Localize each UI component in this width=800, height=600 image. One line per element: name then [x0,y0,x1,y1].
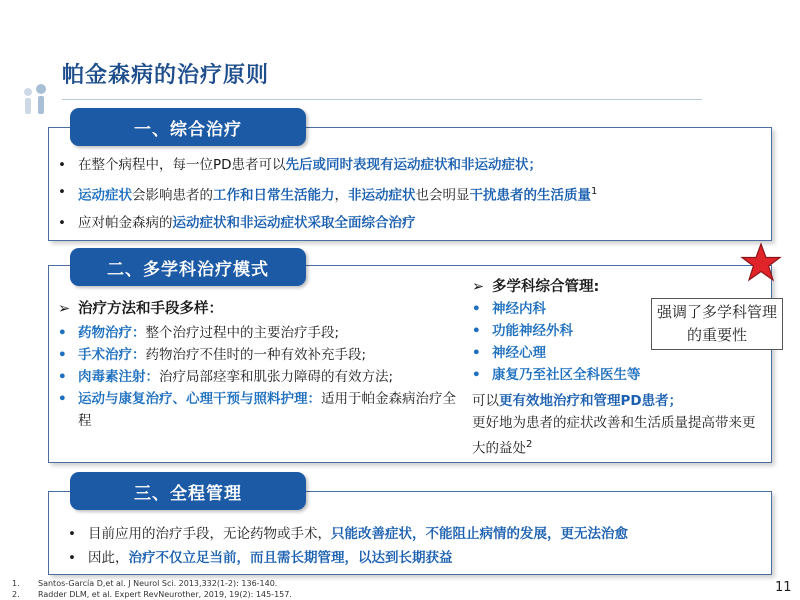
treatment-desc: 药物治疗不佳时的一种有效补充手段; [145,347,367,363]
bullet-icon: • [472,367,481,383]
section2-left [58,298,463,432]
department-item [472,364,762,386]
treatment-item-text [78,388,463,432]
list-item [68,524,758,544]
right-heading: 多学科综合管理 [492,279,594,295]
department-label: 神经心理 [492,345,546,361]
section1-list [58,155,758,240]
text-run: 会影响患者的 [132,187,213,204]
reference-text: Santos-García D,et al. J Neurol Sci. 2013,332(1-2): 136-140. [38,579,278,588]
list-item-text [88,548,453,568]
logo-icon [22,84,58,114]
management-benefit-1: 可以更有效地治疗和管理PD患者； [472,393,683,409]
treatment-label: 肉毒素注射： [78,369,159,385]
list-item-text [88,524,628,544]
section-heading-1: 一、综合治疗 [70,108,306,146]
left-heading: 治疗方法和手段多样： [78,301,223,317]
list-item-text [78,213,416,233]
text-run: 先后或同时表现有运动症状和非运动症状； [285,157,543,173]
text-run: 应对帕金森病的 [78,214,173,231]
text-run: 运动症状和非运动症状采取全面综合治疗 [172,214,416,231]
references [12,578,292,600]
text-run: 运动症状 [78,187,132,204]
bullet-icon: • [58,391,67,407]
management-benefit-2: 更好地为患者的症状改善和生活质量提高带来更大的益处$^2$ [472,415,756,457]
reference-number: 2. [12,590,20,599]
reference-text: Radder DLM, et al. Expert RevNeurother, 2019, 19(2): 145-157. [38,590,292,599]
text-run: ， [334,187,348,204]
treatment-methods-list [58,322,463,432]
text-run: 1 [591,186,598,197]
text-run: 因此， [88,550,129,566]
treatment-label: 药物治疗： [78,325,146,341]
text-run: 非运动症状 [348,187,416,204]
treatment-item [58,322,463,344]
list-item-text [78,155,542,175]
page-number: 11 [775,580,792,595]
right-heading-colon: : [593,279,600,295]
treatment-desc: 适用于帕金森病治疗全程 [78,391,456,429]
text-run: 在整个病程中，每一位PD患者可以 [78,157,286,173]
list-item [68,548,758,568]
section-heading-2: 二、多学科治疗模式 [70,248,306,286]
title-divider [62,99,702,100]
reference-item [12,589,292,600]
arrow-bullet-icon: ➢ [58,301,71,317]
bullet-icon: • [68,550,76,566]
bullet-icon: • [58,325,67,341]
text-run: 也会明显 [415,187,470,204]
reference-number: 1. [12,579,20,588]
list-item-text [78,182,597,206]
bullet-icon: • [58,214,66,231]
reference-item [12,578,292,589]
page-title: 帕金森病的治疗原则 [62,63,270,88]
treatment-desc: 治疗局部痉挛和肌张力障碍的有效方法; [159,369,394,385]
text-run: 治疗不仅立足当前，而且需长期管理，以达到长期获益 [128,550,453,566]
treatment-desc: 整个治疗过程中的主要治疗手段; [145,325,340,341]
bullet-icon: • [58,184,66,200]
text-run: 干扰患者的生活质量 [469,187,591,204]
bullet-icon: • [68,526,76,542]
section-heading-3: 三、全程管理 [70,472,306,510]
bullet-icon: • [58,369,67,385]
department-label: 康复乃至社区全科医生等 [492,367,641,383]
department-label: 功能神经外科 [492,323,573,339]
bullet-icon: • [58,347,67,363]
text-run: 工作和日常生活能力 [213,187,335,204]
treatment-item-text [78,344,366,366]
bullet-icon: • [472,345,481,361]
treatment-item [58,388,463,432]
treatment-item-text [78,366,393,388]
bullet-icon: • [58,157,66,173]
treatment-label: 手术治疗： [78,347,146,363]
treatment-item [58,366,463,388]
callout-note: 强调了多学科管理的重要性 [651,298,783,350]
department-label: 神经内科 [492,301,546,317]
list-item [58,213,758,233]
text-run: 只能改善症状，不能阻止病情的发展，更无法治愈 [331,526,628,542]
text-run: 目前应用的治疗手段，无论药物或手术， [88,526,331,542]
treatment-item-text [78,322,339,344]
arrow-bullet-icon: ➢ [472,279,485,295]
treatment-item [58,344,463,366]
section3-list [68,524,758,572]
bullet-icon: • [472,301,481,317]
list-item [58,182,758,206]
treatment-label: 运动与康复治疗、心理干预与照料护理： [78,391,321,407]
list-item [58,155,758,175]
star-icon [740,242,782,284]
bullet-icon: • [472,323,481,339]
